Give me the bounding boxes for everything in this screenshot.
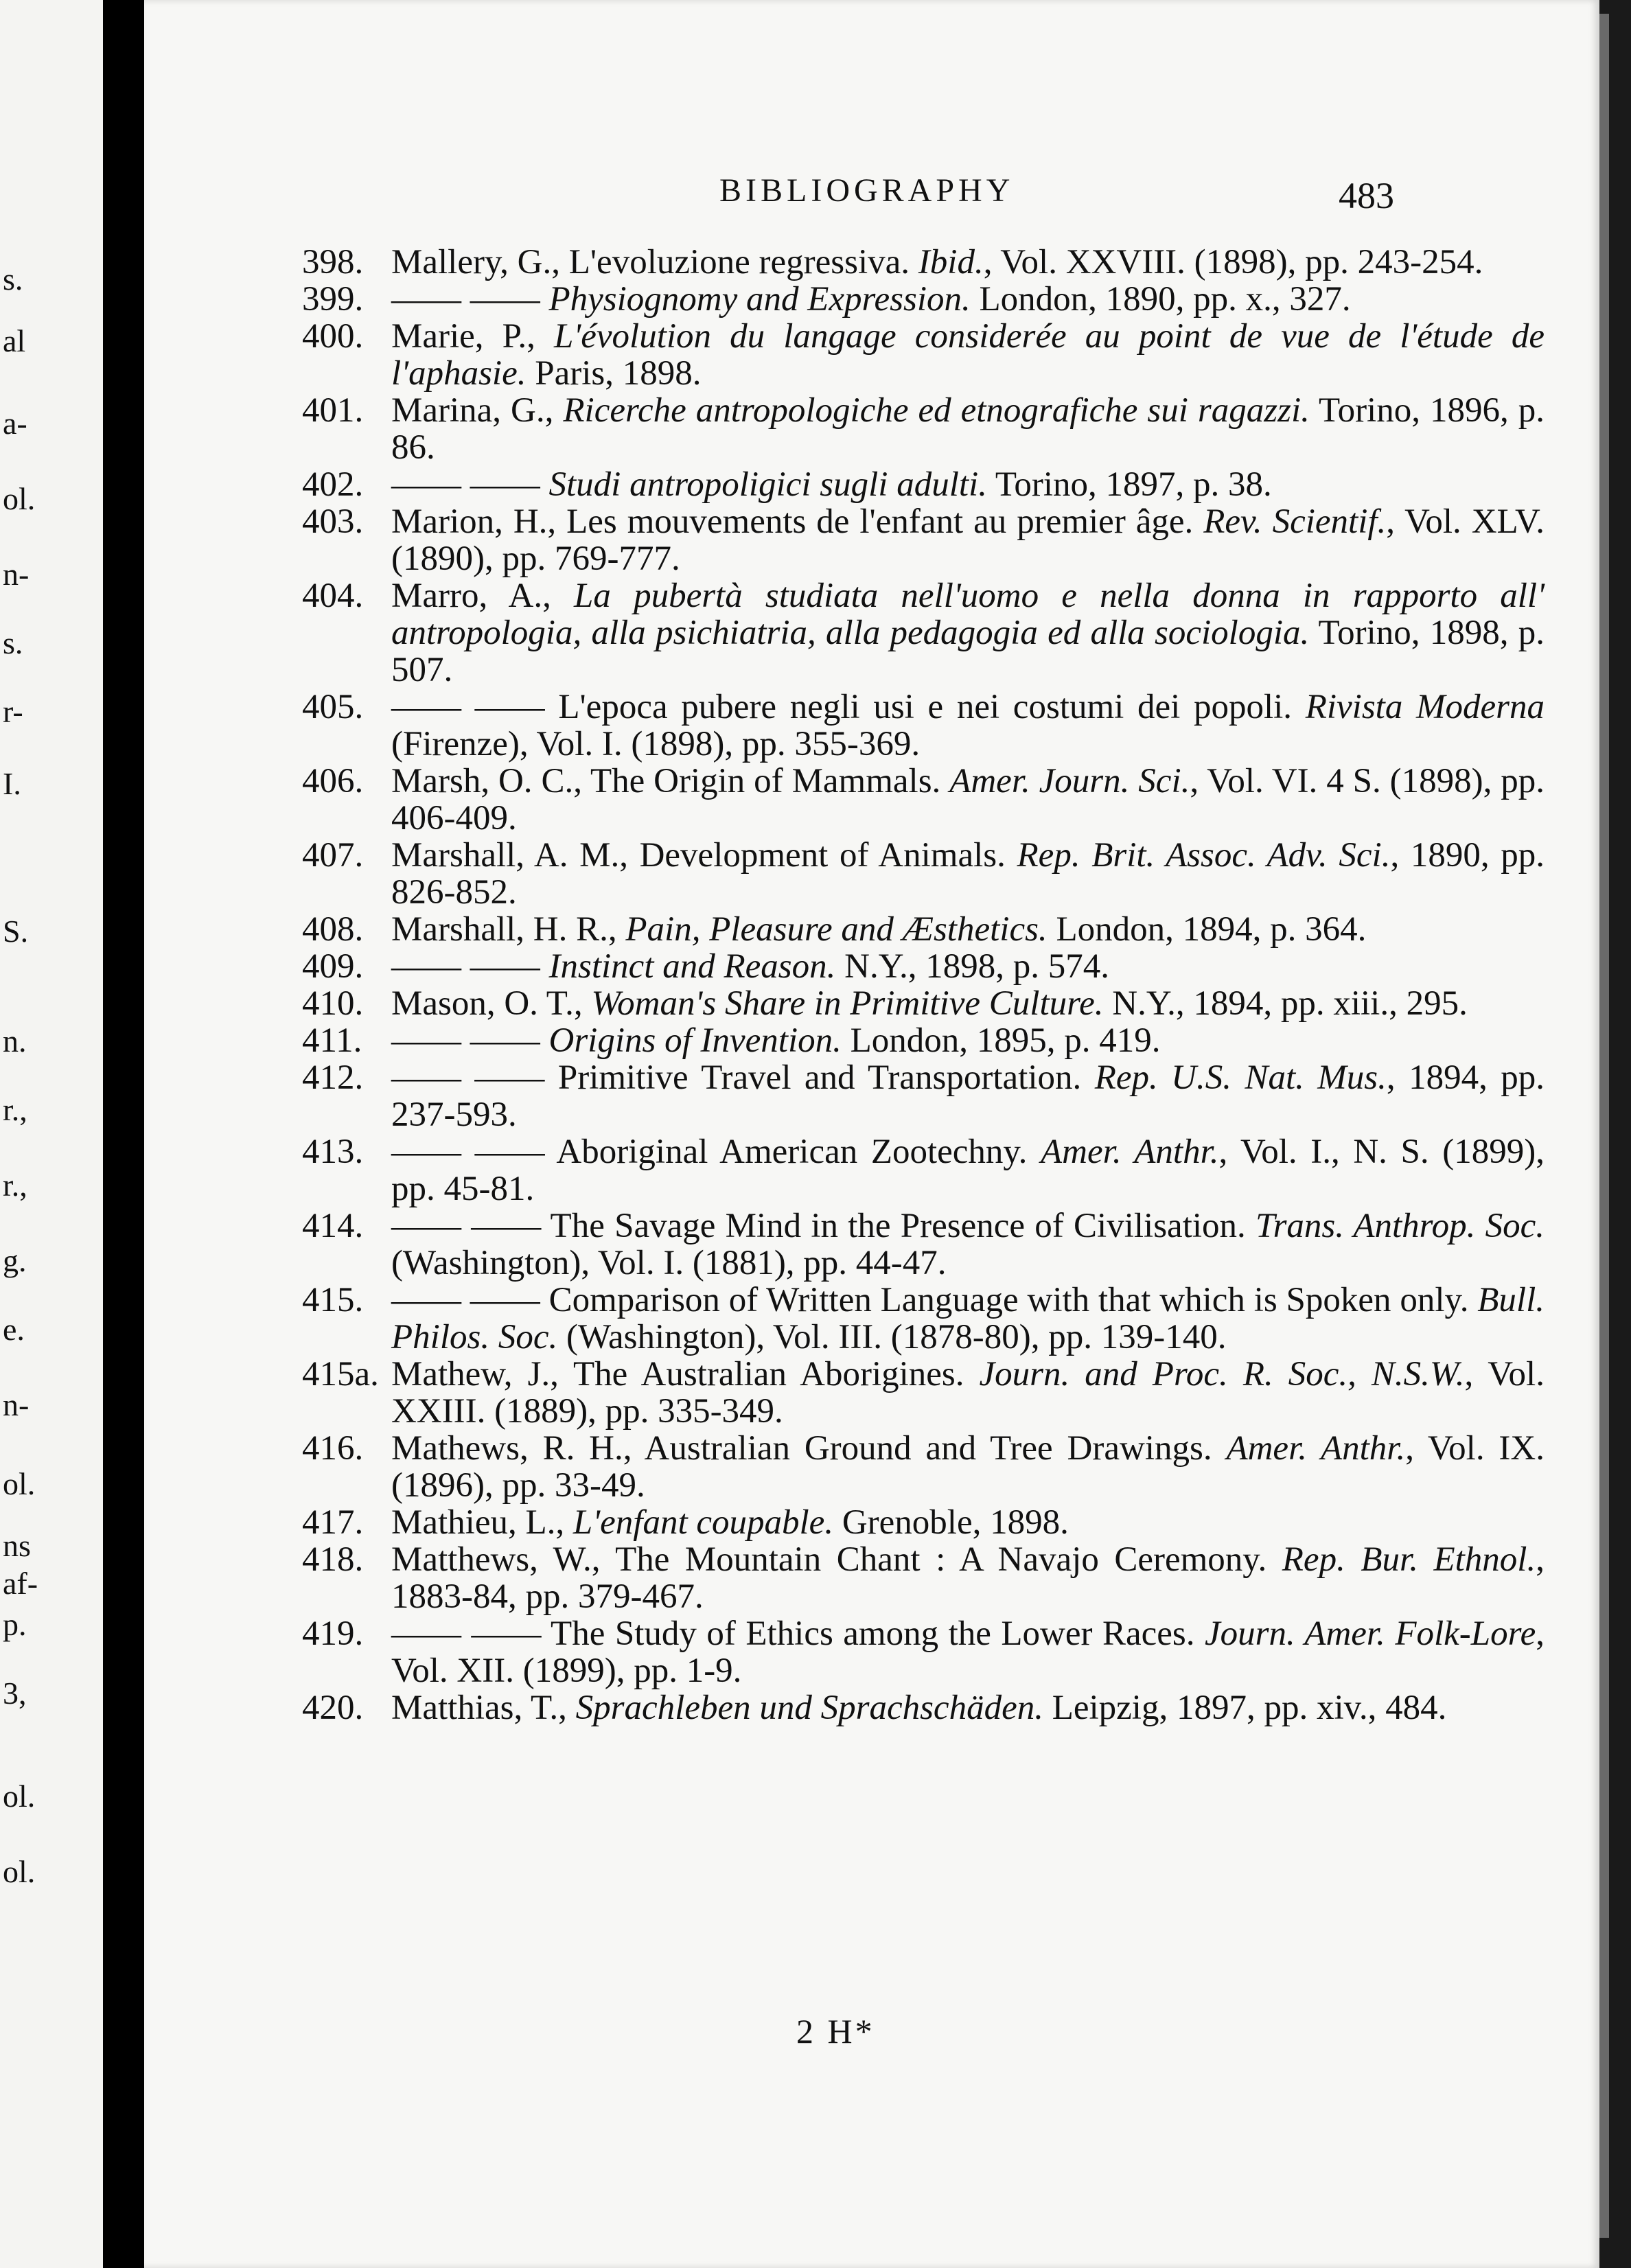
entry-number: 409. [302,947,364,986]
entry-text-segment: , 1894, pp. 237-593. [391,1058,1545,1134]
entry-text [391,392,1545,466]
entry-text [391,466,1545,503]
entry-text-segment: , Vol. XXVIII. (1898), pp. 243-254. [983,243,1483,281]
page-number: 483 [1339,175,1394,216]
bibliography-entry [302,1503,1545,1542]
entry-text [391,985,1545,1022]
bibliography-entry [302,1207,1545,1282]
entry-text-segment: —— —— Primitive Travel and Transportation. [391,1058,1095,1097]
entry-text-segment: Mallery, G., L'evoluzione regressiva. [391,243,918,281]
entry-number: 412. [302,1058,364,1097]
entry-number: 400. [302,317,364,356]
facing-page-fragment: ol. [3,1854,36,1889]
entry-number: 403. [302,502,364,541]
facing-page-fragment: a- [3,406,27,441]
entry-text [391,1689,1545,1726]
entry-title-italic: Origins of Invention. [548,1021,842,1060]
bibliography-list [302,243,1545,1727]
entry-text-segment: —— —— [391,947,549,986]
bibliography-entry [302,1058,1545,1134]
bibliography-entry [302,836,1545,912]
bibliography-entry [302,577,1545,689]
bibliography-entry [302,1021,1545,1060]
entry-text-segment: Mathew, J., The Australian Aborigines. [391,1355,980,1393]
entry-text [391,1207,1545,1282]
entry-number: 416. [302,1429,364,1468]
entry-text-segment: Marshall, A. M., Development of Animals. [391,836,1017,875]
entry-text-segment: , Vol. XII. (1899), pp. 1-9. [391,1615,1545,1690]
entry-text [391,688,1545,763]
bibliography-entry [302,1540,1545,1616]
entry-number: 406. [302,762,364,800]
entry-number: 410. [302,984,364,1023]
facing-page-fragment: p. [3,1607,27,1642]
entry-text-segment: Matthias, T., [391,1689,576,1727]
bibliography-entry [302,1615,1545,1690]
entry-number: 405. [302,688,364,726]
running-title: BIBLIOGRAPHY [719,172,1015,209]
entry-title-italic: Sprachleben und Sprachschäden. [575,1689,1043,1727]
entry-title-italic: Ibid. [918,243,984,281]
entry-text-segment: , 1883-84, pp. 379-467. [391,1540,1545,1616]
entry-number: 414. [302,1207,364,1245]
entry-text [391,911,1545,948]
entry-text-segment: N.Y., 1894, pp. xiii., 295. [1103,984,1468,1023]
facing-page-fragment: g. [3,1243,27,1278]
bibliography-entry [302,317,1545,393]
entry-text-segment: Paris, 1898. [526,354,702,393]
entry-title-italic: Physiognomy and Expression. [548,280,971,319]
entry-text-segment: Mathieu, L., [391,1503,573,1542]
entry-text-segment: Marie, P., [391,317,554,356]
entry-title-italic: Bull. Philos. Soc. [391,1281,1545,1356]
entry-number: 408. [302,910,364,949]
entry-text-segment: N.Y., 1898, p. 574. [835,947,1109,986]
entry-text-segment: Leipzig, 1897, pp. xiv., 484. [1043,1689,1447,1727]
entry-text-segment: Torino, 1896, p. 86. [391,391,1545,467]
entry-title-italic: Rep. U.S. Nat. Mus. [1094,1058,1387,1097]
facing-page-fragment: s. [3,625,23,660]
entry-text [391,837,1545,911]
entry-text [391,1022,1545,1059]
entry-text-segment: London, 1894, p. 364. [1047,910,1367,949]
entry-text-segment: —— —— The Study of Ethics among the Lower Races. [391,1615,1205,1653]
entry-text-segment: (Firenze), Vol. I. (1898), pp. 355-369. [391,725,921,763]
facing-page-fragment: e. [3,1312,25,1347]
entry-title-italic: Pain, Pleasure and Æsthetics. [625,910,1048,949]
entry-text [391,1133,1545,1207]
entry-number: 417. [302,1503,364,1542]
entry-text-segment: London, 1890, pp. x., 327. [970,280,1351,319]
entry-text-segment: —— —— The Savage Mind in the Presence of Civilisation. [391,1207,1256,1245]
entry-text-segment: —— —— [391,465,549,504]
entry-text-segment: , Vol. IX. (1896), pp. 33-49. [391,1429,1545,1505]
entry-number: 420. [302,1689,364,1727]
facing-page-fragment: ol. [3,1466,36,1501]
entry-title-italic: Rep. Brit. Assoc. Adv. Sci. [1017,836,1391,875]
entry-text-segment: (Washington), Vol. III. (1878-80), pp. 139-140. [557,1318,1227,1356]
entry-text [391,1504,1545,1541]
entry-text [391,1059,1545,1133]
entry-text-segment: , 1890, pp. 826-852. [391,836,1545,912]
entry-text-segment: Mathews, R. H., Australian Ground and Tree Drawings. [391,1429,1227,1468]
entry-title-italic: Amer. Anthr. [1041,1133,1219,1171]
facing-page-fragment: r., [3,1092,27,1127]
facing-page-fragment: 3, [3,1676,27,1711]
bibliography-entry [302,984,1545,1023]
entry-number: 415. [302,1281,364,1319]
facing-page-fragment: af- [3,1566,38,1601]
bibliography-entry [302,1689,1545,1727]
facing-page-fragment: r- [3,694,23,729]
entry-text [391,1541,1545,1615]
bibliography-entry [302,762,1545,837]
entry-text [391,577,1545,688]
facing-page-fragment: r., [3,1168,27,1203]
entry-number: 419. [302,1615,364,1653]
entry-text-segment: , Vol. XXIII. (1889), pp. 335-349. [391,1355,1545,1431]
entry-text-segment: Grenoble, 1898. [833,1503,1069,1542]
facing-page-fragment: ol. [3,481,36,516]
entry-text-segment: , Vol. I., N. S. (1899), pp. 45-81. [391,1133,1545,1208]
facing-page-fragment: ol. [3,1779,36,1814]
entry-text-segment: (Washington), Vol. I. (1881), pp. 44-47. [391,1244,947,1282]
entry-title-italic: Woman's Share in Primitive Culture. [591,984,1104,1023]
entry-title-italic: La pubertà studiata nell'uomo e nella donna in rapporto all' antropologia, alla psichiatria, alla pedagogia ed alla sociologia. [391,577,1545,652]
facing-page-fragment: n- [3,1387,30,1422]
entry-number: 404. [302,577,364,615]
entry-number: 415a. [302,1355,379,1393]
facing-page-fragment: I. [3,766,21,801]
bibliography-entry [302,243,1545,281]
signature-mark: 2 H* [796,2012,875,2050]
entry-text-segment: Torino, 1898, p. 507. [391,614,1545,689]
entry-number: 413. [302,1133,364,1171]
entry-text [391,763,1545,837]
entry-text-segment: Marion, H., Les mouvements de l'enfant au premier âge. [391,502,1204,541]
entry-number: 402. [302,465,364,504]
entry-text-segment: —— —— Aboriginal American Zootechny. [391,1133,1041,1171]
entry-text-segment: —— —— Comparison of Written Language with that which is Spoken only. [391,1281,1478,1319]
entry-text-segment: Matthews, W., The Mountain Chant : A Navajo Ceremony. [391,1540,1282,1579]
entry-number: 411. [302,1021,362,1060]
entry-title-italic: Amer. Anthr. [1226,1429,1406,1468]
facing-page-fragment: ns [3,1528,31,1563]
entry-text [391,1356,1545,1430]
entry-text-segment: Torino, 1897, p. 38. [986,465,1272,504]
bibliography-entry [302,1355,1545,1431]
entry-text-segment: —— —— [391,280,549,319]
book-page [144,0,1599,2268]
entry-title-italic: Journ. and Proc. R. Soc., N.S.W. [979,1355,1465,1393]
entry-text [391,948,1545,985]
facing-page-fragment: n- [3,557,30,592]
facing-page-fragment: s. [3,262,23,297]
entry-title-italic: Journ. Amer. Folk-Lore [1204,1615,1536,1653]
entry-text [391,318,1545,392]
entry-text [391,1615,1545,1689]
entry-text-segment: , Vol. XLV. (1890), pp. 769-777. [391,502,1545,578]
entry-title-italic: Rev. Scientif. [1203,502,1387,541]
entry-title-italic: Trans. Anthrop. Soc. [1256,1207,1545,1245]
entry-title-italic: Studi antropoligici sugli adulti. [548,465,987,504]
facing-page-fragment: S. [3,914,29,949]
bibliography-entry [302,947,1545,986]
bibliography-entry [302,280,1545,319]
entry-text-segment: London, 1895, p. 419. [841,1021,1161,1060]
bibliography-entry [302,391,1545,467]
entry-title-italic: L'enfant coupable. [572,1503,834,1542]
entry-text [391,1430,1545,1504]
bibliography-entry [302,1133,1545,1208]
bibliography-entry [302,1281,1545,1356]
entry-text [391,244,1545,281]
entry-title-italic: Rivista Moderna [1305,688,1545,726]
entry-text-segment: Marsh, O. C., The Origin of Mammals. [391,762,950,800]
entry-text [391,503,1545,577]
book-gutter [103,0,144,2268]
entry-text-segment: Marshall, H. R., [391,910,626,949]
entry-title-italic: Amer. Journ. Sci. [949,762,1190,800]
bibliography-entry [302,688,1545,763]
bibliography-entry [302,465,1545,504]
entry-text-segment: —— —— [391,1021,549,1060]
facing-page-edge [0,0,103,2268]
entry-text-segment: Mason, O. T., [391,984,592,1023]
entry-title-italic: Ricerche antropologiche ed etnografiche sui ragazzi. [563,391,1310,430]
entry-text-segment: Marina, G., [391,391,564,430]
page-edge [1599,0,1631,2268]
facing-page-fragment: al [3,323,26,358]
entry-title-italic: Instinct and Reason. [548,947,836,986]
entry-number: 398. [302,243,364,281]
entry-text [391,1282,1545,1356]
entry-title-italic: L'évolution du langage considerée au point de vue de l'étude de l'aphasie. [391,317,1545,393]
entry-number: 407. [302,836,364,875]
entry-text-segment: , Vol. VI. 4 S. (1898), pp. 406-409. [391,762,1545,837]
entry-number: 399. [302,280,364,319]
entry-text [391,281,1545,318]
bibliography-entry [302,502,1545,578]
facing-page-fragment: n. [3,1023,27,1058]
entry-number: 401. [302,391,364,430]
entry-text-segment: Marro, A., [391,577,575,615]
bibliography-entry [302,910,1545,949]
entry-text-segment: —— —— L'epoca pubere negli usi e nei costumi dei popoli. [391,688,1306,726]
bibliography-entry [302,1429,1545,1505]
entry-number: 418. [302,1540,364,1579]
running-header [144,172,1599,227]
entry-title-italic: Rep. Bur. Ethnol. [1282,1540,1536,1579]
